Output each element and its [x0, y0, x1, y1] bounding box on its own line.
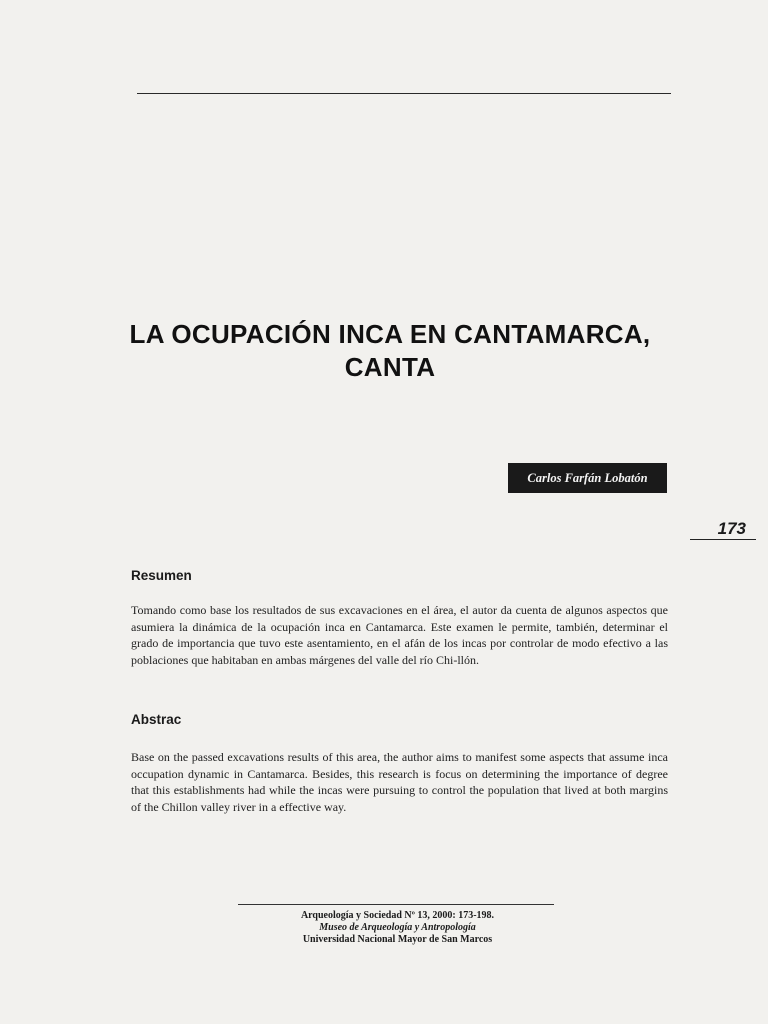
footer-university: Universidad Nacional Mayor de San Marcos — [302, 934, 493, 945]
page-number-rule — [690, 539, 756, 540]
footer-rule — [238, 904, 554, 905]
author-name: Carlos Farfán Lobatón — [527, 470, 648, 485]
footer-museum: Museo de Arqueología y Antropología — [319, 922, 476, 933]
page-number: 173 — [717, 519, 746, 538]
title-line-1: LA OCUPACIÓN INCA EN CANTAMARCA, — [129, 319, 651, 349]
journal-footer — [230, 910, 565, 946]
abstract-text: Base on the passed excavations results of this area, the author aims to manifest some aspects that assume inca occupation dynamic in Cantamarca. Besides, this research is focus on determining the importance of degree that this establishments had while the incas were pursuing to control the population that lived at both margins of the Chillon valley river in a effective way. — [131, 750, 668, 814]
author-badge — [508, 463, 667, 493]
abstract-heading: Abstrac — [131, 712, 182, 727]
resumen-heading: Resumen — [131, 568, 192, 583]
top-rule — [137, 93, 671, 94]
footer-citation: Arqueología y Sociedad Nº 13, 2000: 173-198. — [300, 910, 495, 921]
resumen-text: Tomando como base los resultados de sus excavaciones en el área, el autor da cuenta de algunos aspectos que asumiera la dinámica de la ocupación inca en Cantamarca. Este examen le permite, también, determinar el grado de importancia que tuvo este asentamiento, en el afán de los incas por controlar de modo efectivo a las poblaciones que habitaban en ambas márgenes del valle del río Chi-llón. — [131, 603, 668, 667]
title-line-2: CANTA — [344, 352, 436, 382]
article-title — [100, 318, 680, 384]
